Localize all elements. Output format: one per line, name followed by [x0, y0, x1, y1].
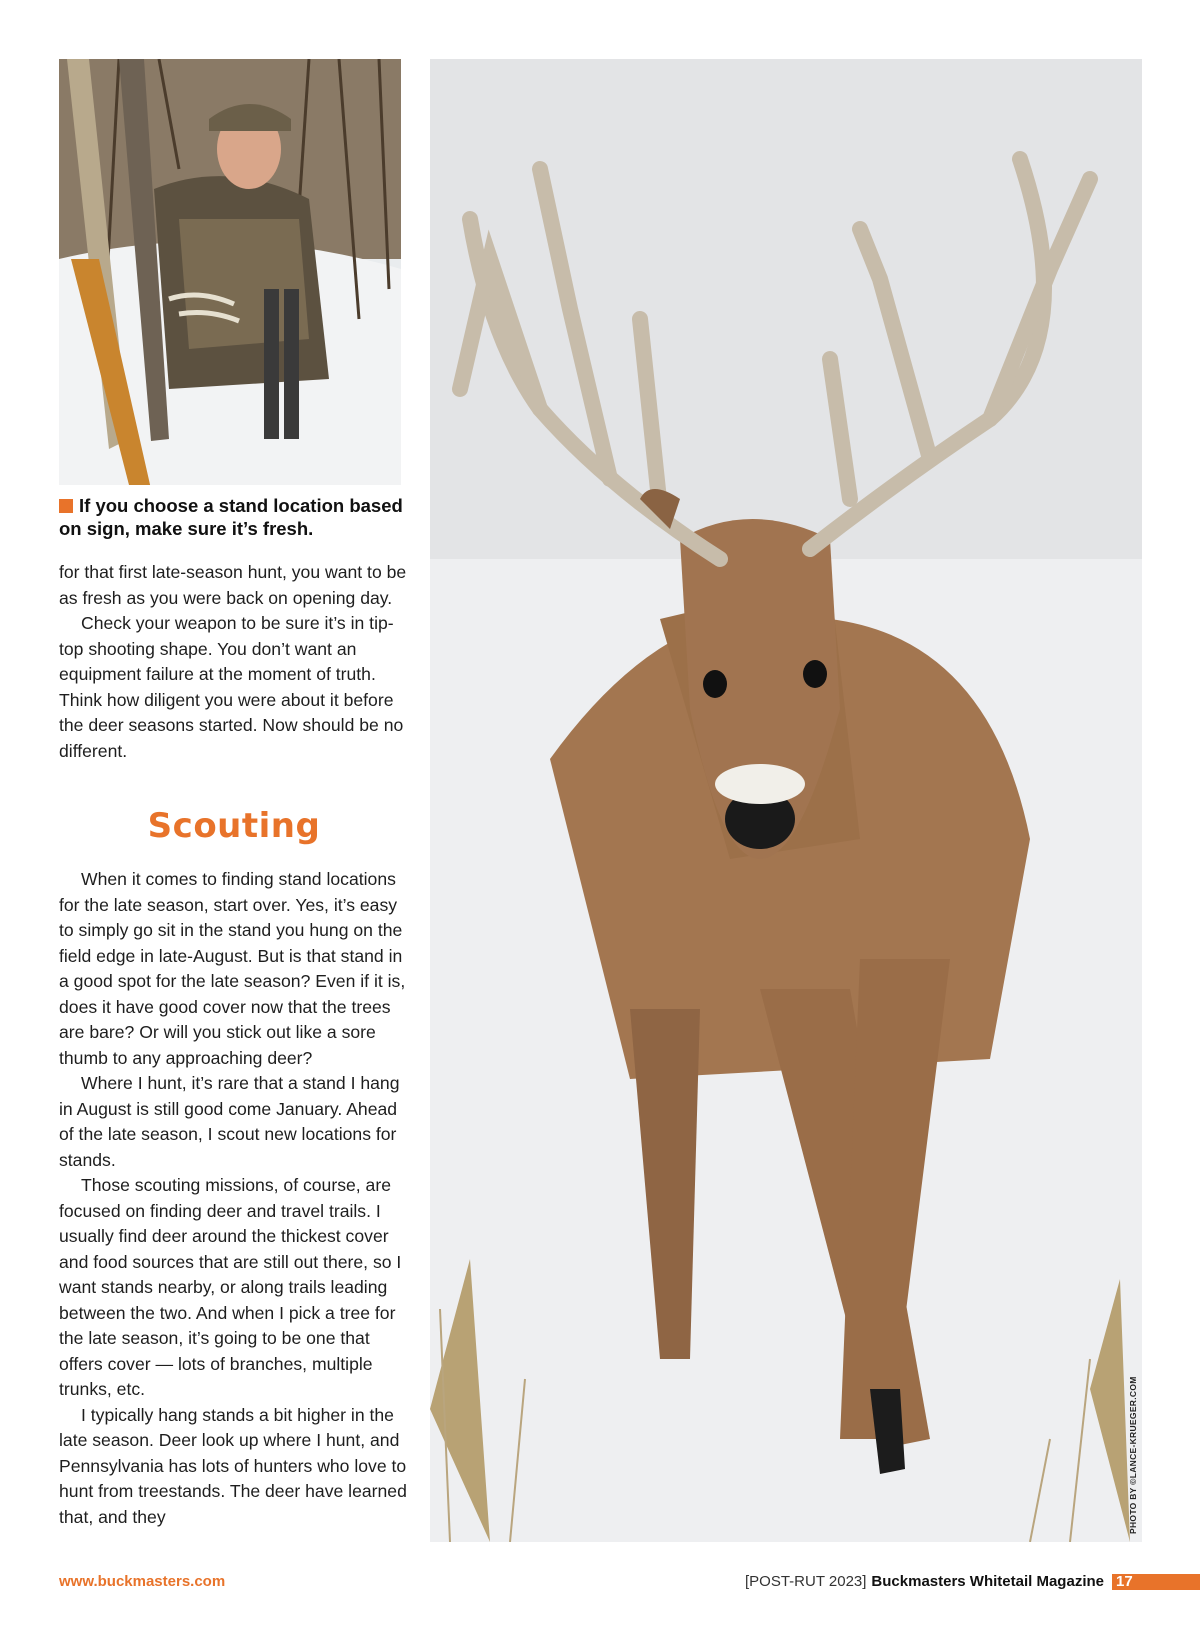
hunter-photo	[59, 59, 401, 485]
deer-photo	[430, 59, 1142, 1542]
paragraph: Check your weapon to be sure it’s in tip-top shooting shape. You don’t want an equipment failure at the moment of truth. Think how diligent you were about it before the deer seasons started. Now should be no different.	[59, 613, 404, 761]
paragraph: Those scouting missions, of course, are focused on finding deer and travel trails. I usually find deer around the thickest cover and food sources that are still out there, so I want stands nearby, or along trails leading between the two. And when I pick a tree for the late season, it’s going to be one that offers cover — lots of branches, multiple trunks, etc.	[59, 1175, 402, 1399]
photo-caption: If you choose a stand location based on sign, make sure it’s fresh.	[59, 495, 403, 539]
issue-label: [POST-RUT 2023]	[744, 1573, 867, 1590]
paragraph: Where I hunt, it’s rare that a stand I hang in August is still good come January. Ahead of the late season, I scout new locations for stands.	[59, 1073, 400, 1170]
page-footer	[0, 1572, 1200, 1592]
footer-issue	[745, 1572, 1200, 1592]
paragraph: for that first late-season hunt, you want to be as fresh as you were back on opening day.	[59, 562, 407, 608]
orange-square-bullet	[59, 499, 73, 513]
page-number-bar	[1112, 1574, 1200, 1590]
page-number: 17	[1116, 1573, 1133, 1590]
website-link[interactable]: www.buckmasters.com	[59, 1573, 226, 1590]
section-heading: Scouting	[147, 806, 321, 846]
column-body	[59, 867, 409, 1530]
photo-credit: PHOTO BY ©LANCE-KRUEGER.COM	[1128, 1376, 1138, 1534]
paragraph: I typically hang stands a bit higher in the late season. Deer look up where I hunt, and Pennsylvania has lots of hunters who love to hunt from treestands. The deer have learned that, and they	[59, 1404, 407, 1527]
paragraph: When it comes to finding stand locations for the late season, start over. Yes, it’s easy to simply go sit in the stand you hung on the field edge in late-August. But is that stand in a good spot for the late season? Even if it is, does it have good cover now that the trees are bare? Or will you stick out like a sore thumb to any approaching deer?	[59, 869, 406, 1068]
column-intro	[59, 560, 409, 764]
magazine-title: Buckmasters Whitetail Magazine	[871, 1573, 1104, 1590]
